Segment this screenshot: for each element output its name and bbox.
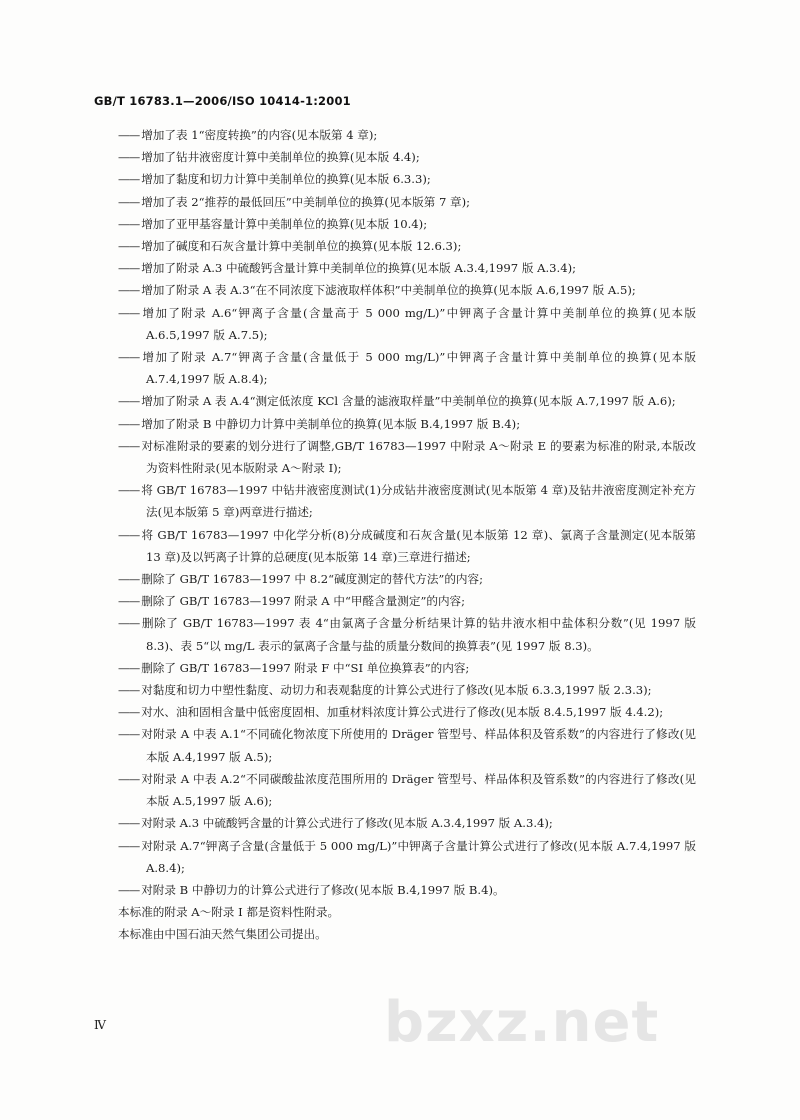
standard-number-header: GB/T 16783.1—2006/ISO 10414-1:2001	[94, 94, 351, 108]
list-dash: ——	[118, 283, 140, 298]
list-dash: ——	[118, 838, 140, 853]
list-item-text: 删除了 GB/T 16783—1997 附录 F 中“SI 单位换算表”的内容;	[141, 660, 470, 675]
list-item-text: 增加了附录 A 表 A.3“在不同浓度下滤液取样体积”中美制单位的换算(见本版 A.6,1997 版 A.5);	[141, 283, 636, 298]
list-dash: ——	[118, 705, 140, 720]
list-item	[118, 279, 696, 301]
list-dash: ——	[118, 882, 140, 897]
appendix-statement: 本标准的附录 A～附录 I 都是资料性附录。	[118, 905, 340, 920]
list-item-text: 对附录 A 中表 A.2“不同碳酸盐浓度范围所用的 Dräger 管型号、样品体积及管系数”的内容进行了修改(见本版 A.5,1997 版 A.6);	[141, 771, 696, 809]
list-dash: ——	[118, 727, 140, 742]
list-item	[118, 835, 696, 879]
list-item	[118, 524, 696, 568]
list-item	[118, 413, 696, 435]
list-item	[118, 479, 696, 523]
list-dash: ——	[118, 239, 140, 254]
list-item-text: 对附录 A 中表 A.1“不同硫化物浓度下所使用的 Dräger 管型号、样品体积及管系数”的内容进行了修改(见本版 A.4,1997 版 A.5);	[141, 727, 696, 764]
list-item	[118, 812, 696, 834]
list-item-text: 增加了钻井液密度计算中美制单位的换算(见本版 4.4);	[141, 150, 420, 165]
list-item	[118, 146, 696, 168]
list-item-text: 增加了黏度和切力计算中美制单位的换算(见本版 6.3.3);	[141, 172, 431, 187]
list-item	[118, 568, 696, 590]
list-item	[118, 723, 696, 767]
list-dash: ——	[118, 350, 140, 365]
list-item	[118, 657, 696, 679]
list-dash: ——	[118, 150, 140, 165]
list-dash: ——	[118, 816, 140, 831]
list-item-text: 将 GB/T 16783—1997 中钻井液密度测试(1)分成钻井液密度测试(见本版第 4 章)及钻井液密度测定补充方法(见本版第 5 章)两章进行描述;	[141, 483, 696, 520]
page-number: Ⅳ	[94, 1018, 106, 1032]
list-item-text: 删除了 GB/T 16783—1997 附录 A 中“甲醛含量测定”的内容;	[141, 594, 466, 609]
list-item	[118, 679, 696, 701]
list-dash: ——	[118, 616, 140, 631]
list-item	[118, 701, 696, 723]
list-dash: ——	[118, 128, 140, 142]
list-item	[118, 168, 696, 190]
list-item-text: 删除了 GB/T 16783—1997 中 8.2“碱度测定的替代方法”的内容;	[141, 572, 484, 587]
list-item-text: 对水、油和固相含量中低密度固相、加重材料浓度计算公式进行了修改(见本版 8.4.5,1997 版 4.4.2);	[141, 705, 664, 720]
list-item	[118, 879, 696, 901]
list-item-text: 增加了附录 A.7“钾离子含量(含量低于 5 000 mg/L)”中钾离子含量计算中美制单位的换算(见本版 A.7.4,1997 版 A.8.4);	[141, 350, 696, 387]
list-item-text: 增加了附录 B 中静切力计算中美制单位的换算(见本版 B.4,1997 版 B.4);	[141, 416, 521, 431]
watermark: bzxz.net	[384, 990, 660, 1055]
list-item-text: 增加了附录 A.6“钾离子含量(含量高于 5 000 mg/L)”中钾离子含量计算中美制单位的换算(见本版 A.6.5,1997 版 A.7.5);	[141, 305, 696, 342]
list-item-text: 对附录 A.3 中硫酸钙含量的计算公式进行了修改(见本版 A.3.4,1997 版 A.3.4);	[141, 816, 553, 831]
list-item-text: 对附录 B 中静切力的计算公式进行了修改(见本版 B.4,1997 版 B.4)。	[141, 882, 505, 897]
list-dash: ——	[118, 660, 140, 675]
list-item	[118, 302, 696, 346]
list-dash: ——	[118, 527, 140, 542]
list-dash: ——	[118, 305, 140, 320]
list-item	[118, 191, 696, 213]
list-item	[118, 768, 696, 812]
list-dash: ——	[118, 771, 140, 786]
list-dash: ——	[118, 572, 140, 587]
list-item	[118, 346, 696, 390]
list-item	[118, 235, 696, 257]
list-dash: ——	[118, 216, 140, 231]
list-item	[118, 612, 696, 656]
list-item	[118, 124, 696, 146]
list-item-text: 增加了碱度和石灰含量计算中美制单位的换算(见本版 12.6.3);	[141, 239, 462, 254]
list-dash: ——	[118, 416, 140, 431]
list-item-text: 对标准附录的要素的划分进行了调整,GB/T 16783—1997 中附录 A～附录 E 的要素为标准的附录,本版改为资料性附录(见本版附录 A～附录 I);	[141, 438, 696, 476]
list-item	[118, 213, 696, 235]
list-dash: ——	[118, 394, 140, 409]
proposer-statement: 本标准由中国石油天然气集团公司提出。	[118, 927, 327, 942]
list-item	[118, 257, 696, 279]
list-item-text: 增加了表 1“密度转换”的内容(见本版第 4 章);	[141, 128, 378, 142]
list-item	[118, 435, 696, 479]
list-item-text: 将 GB/T 16783—1997 中化学分析(8)分成碱度和石灰含量(见本版第 12 章)、氯离子含量测定(见本版第 13 章)及以钙离子计算的总硬度(见本版第 14 章)三章进行描述;	[141, 527, 696, 564]
list-item-text: 增加了亚甲基容量计算中美制单位的换算(见本版 10.4);	[141, 216, 428, 231]
list-item	[118, 390, 696, 412]
list-dash: ——	[118, 483, 140, 498]
list-item-text: 删除了 GB/T 16783—1997 表 4“由氯离子含量分析结果计算的钻井液水相中盐体积分数”(见 1997 版 8.3)、表 5“以 mg/L 表示的氯离子含量与盐的质量分数间的换算表”(见 1997 版 8.3)。	[141, 616, 696, 653]
list-dash: ——	[118, 438, 140, 453]
list-item-text: 增加了附录 A 表 A.4“测定低浓度 KCl 含量的滤液取样量”中美制单位的换算(见本版 A.7,1997 版 A.6);	[141, 394, 676, 409]
list-dash: ——	[118, 594, 140, 609]
list-dash: ——	[118, 261, 140, 276]
list-item-text: 对附录 A.7“钾离子含量(含量低于 5 000 mg/L)”中钾离子含量计算公式进行了修改(见本版 A.7.4,1997 版 A.8.4);	[141, 838, 696, 875]
list-item-text: 增加了附录 A.3 中硫酸钙含量计算中美制单位的换算(见本版 A.3.4,1997 版 A.3.4);	[141, 261, 577, 276]
list-dash: ——	[118, 194, 140, 209]
list-item-text: 对黏度和切力中塑性黏度、动切力和表观黏度的计算公式进行了修改(见本版 6.3.3,1997 版 2.3.3);	[141, 683, 652, 698]
list-item-text: 增加了表 2“推荐的最低回压”中美制单位的换算(见本版第 7 章);	[141, 194, 471, 209]
list-dash: ——	[118, 172, 140, 187]
list-dash: ——	[118, 683, 140, 698]
change-list	[118, 124, 696, 946]
list-item	[118, 590, 696, 612]
